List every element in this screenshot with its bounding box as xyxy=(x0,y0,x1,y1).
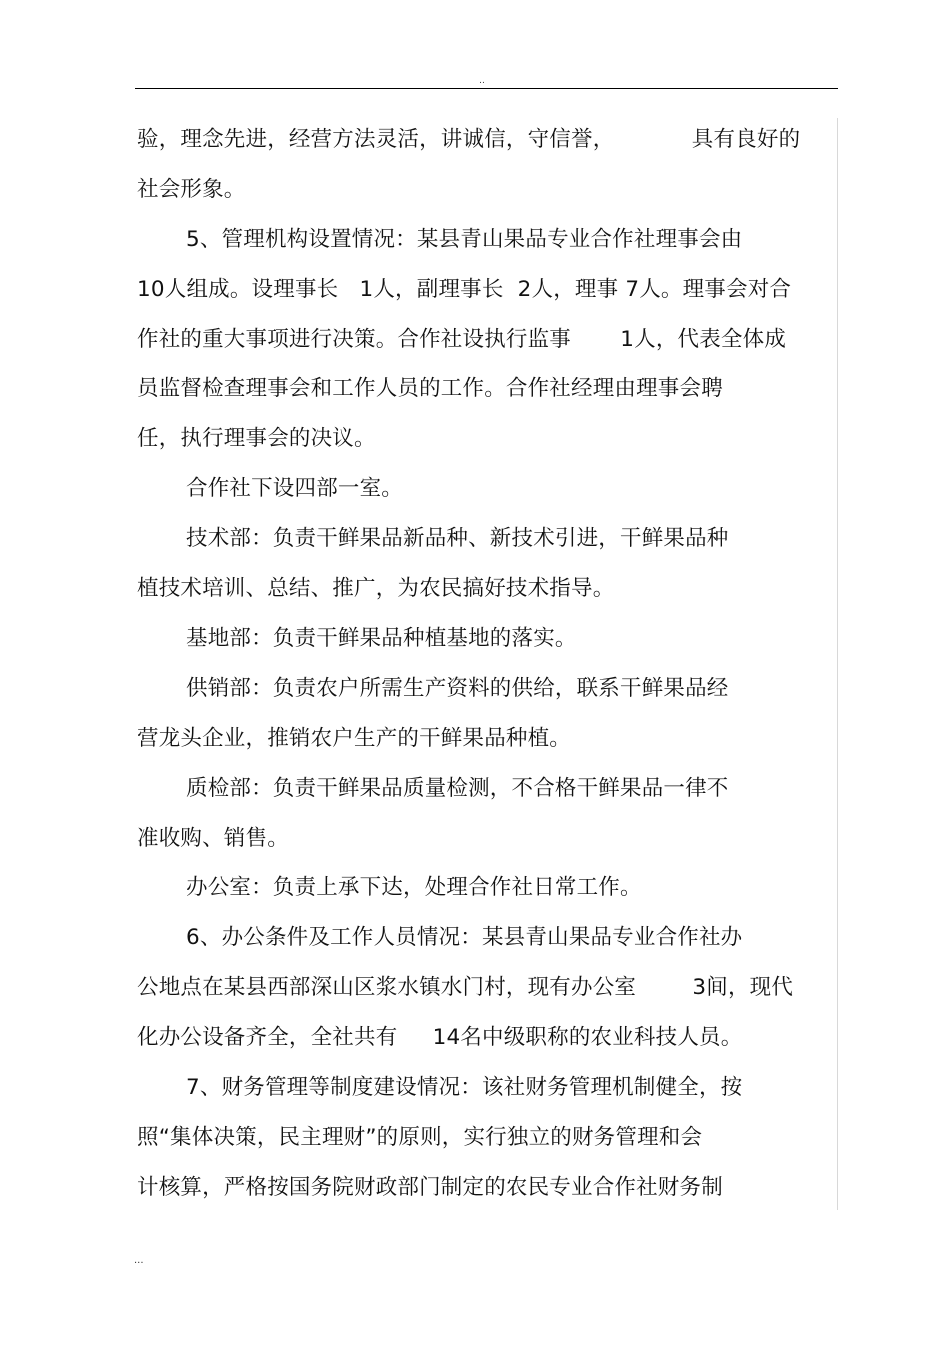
text-line: 6、办公条件及工作人员情况：某县青山果品专业合作社办 xyxy=(186,925,743,950)
text-line: 准收购、销售。 xyxy=(137,826,289,851)
margin-rule xyxy=(837,118,838,1210)
text-line: 质检部：负责干鲜果品质量检测，不合格干鲜果品一律不 xyxy=(186,776,729,801)
text-line: 合作社下设四部一室。 xyxy=(186,476,404,501)
text-line: 7、财务管理等制度建设情况：该社财务管理机制健全，按 xyxy=(186,1075,743,1100)
text-line: 公地点在某县西部深山区浆水镇水门村，现有办公室 3间，现代 xyxy=(137,975,794,1000)
text-line: 基地部：负责干鲜果品种植基地的落实。 xyxy=(186,626,577,651)
text-line: 技术部：负责干鲜果品新品种、新技术引进，干鲜果品种 xyxy=(186,526,729,551)
text-line: 验，理念先进，经营方法灵活，讲诚信，守信誉， 具有良好的 xyxy=(137,127,801,152)
page-footer-mark: ... xyxy=(134,1255,144,1266)
text-line: 办公室：负责上承下达，处理合作社日常工作。 xyxy=(186,875,642,900)
text-line: 社会形象。 xyxy=(137,177,246,202)
text-line: 营龙头企业，推销农户生产的干鲜果品种植。 xyxy=(137,726,572,751)
text-line: 5、管理机构设置情况：某县青山果品专业合作社理事会由 xyxy=(186,227,743,252)
text-line: 植技术培训、总结、推广，为农民搞好技术指导。 xyxy=(137,576,615,601)
text-line: 作社的重大事项进行决策。合作社设执行监事 1人，代表全体成 xyxy=(137,327,787,352)
text-line: 化办公设备齐全，全社共有 14名中级职称的农业科技人员。 xyxy=(137,1025,743,1050)
text-line: 员监督检查理事会和工作人员的工作。合作社经理由理事会聘 xyxy=(137,376,723,401)
text-line: 计核算，严格按国务院财政部门制定的农民专业合作社财务制 xyxy=(137,1175,723,1200)
text-line: 10人组成。设理事长 1人，副理事长 2人，理事 7人。理事会对合 xyxy=(137,277,792,302)
text-line: 任，执行理事会的决议。 xyxy=(137,426,376,451)
header-rule xyxy=(135,88,838,89)
text-line: 照“集体决策，民主理财”的原则，实行独立的财务管理和会 xyxy=(137,1125,703,1150)
text-line: 供销部：负责农户所需生产资料的供给，联系干鲜果品经 xyxy=(186,676,729,701)
page-header-mark: .. xyxy=(479,76,485,86)
